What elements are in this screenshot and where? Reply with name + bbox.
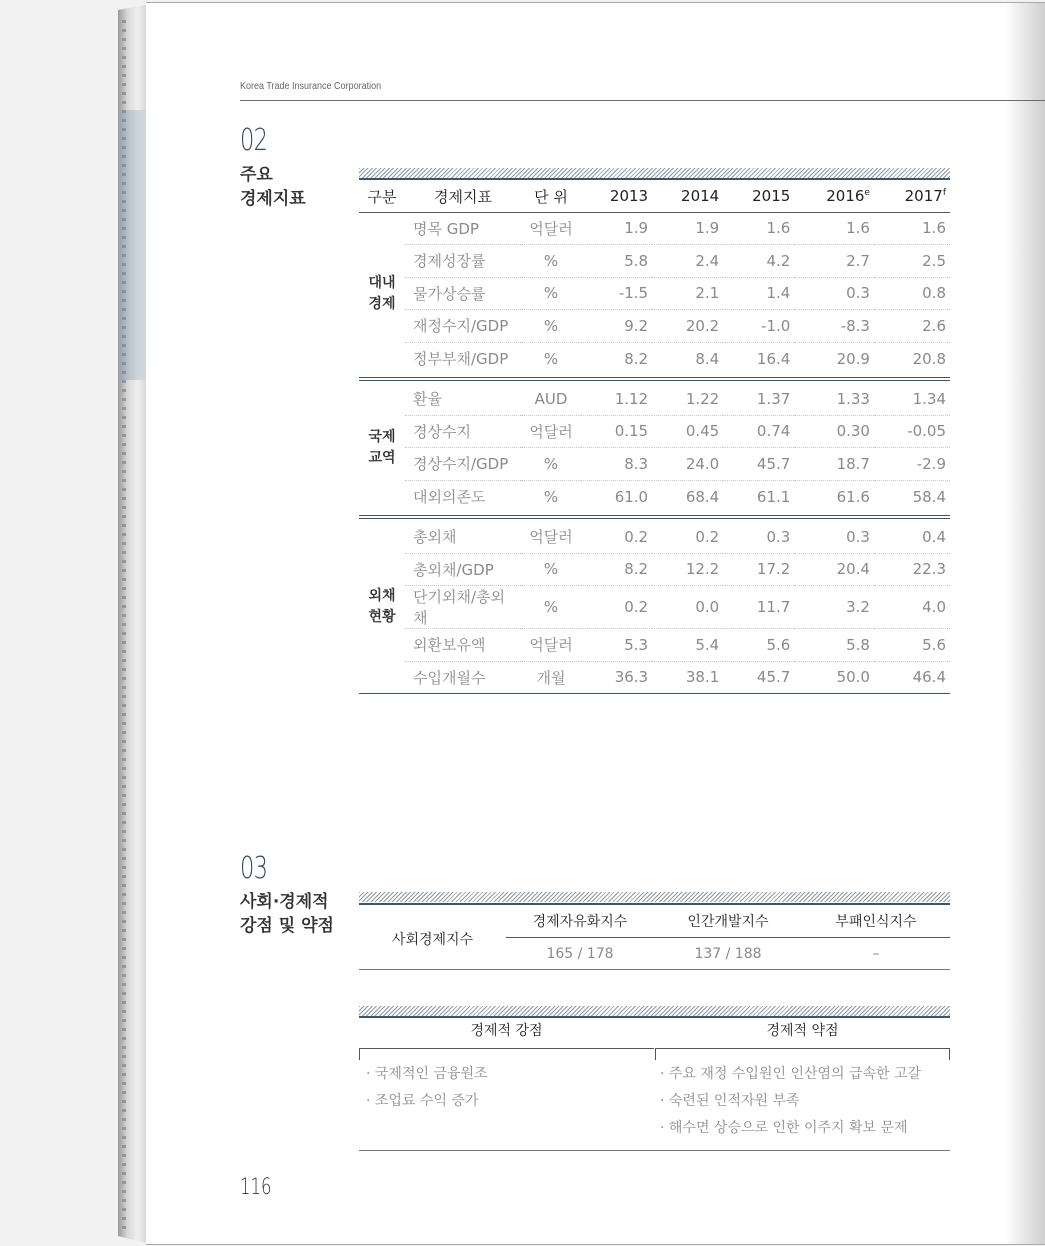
indicator-value: 61.0 bbox=[614, 487, 649, 506]
strengths-list bbox=[366, 1061, 488, 1115]
indicator-value: 5.3 bbox=[581, 629, 652, 662]
table-top-rule bbox=[359, 178, 950, 180]
indicator-value: 5.6 bbox=[874, 629, 950, 662]
indicator-value: 0.15 bbox=[581, 415, 652, 448]
table-top-rule bbox=[359, 903, 950, 905]
table-row bbox=[359, 448, 950, 481]
indicator-name: 대외의존도 bbox=[413, 488, 486, 506]
indicator-unit: 억달러 bbox=[521, 212, 581, 245]
indicator-value: 0.3 bbox=[794, 521, 874, 554]
strengths-bracket bbox=[359, 1048, 654, 1060]
section-title bbox=[240, 890, 334, 938]
indicator-unit: 억달러 bbox=[521, 629, 581, 662]
indicator-value: 20.2 bbox=[652, 310, 723, 343]
indicator-value: 68.4 bbox=[685, 487, 720, 506]
indicator-name: 경상수지 bbox=[405, 415, 521, 448]
indicator-name: 명목 GDP bbox=[405, 212, 521, 245]
indicator-value: 1.4 bbox=[723, 277, 794, 310]
table-row bbox=[359, 586, 950, 629]
col-header-unit: 단 위 bbox=[521, 181, 581, 212]
indicator-unit: % bbox=[543, 349, 559, 368]
indicator-value: -2.9 bbox=[874, 448, 950, 481]
indicator-name: 물가상승률 bbox=[405, 277, 521, 310]
list-item: · 국제적인 금융원조 bbox=[366, 1061, 488, 1088]
list-item: · 주요 재정 수입원인 인산염의 급속한 고갈 bbox=[660, 1061, 921, 1088]
indicator-value: 5.4 bbox=[652, 629, 723, 662]
indicator-value: 2.1 bbox=[652, 277, 723, 310]
strengths-heading: 경제적 강점 bbox=[470, 1023, 543, 1039]
separator-cell bbox=[359, 375, 950, 383]
col-header-2013: 2013 bbox=[581, 181, 652, 212]
index-column bbox=[654, 907, 802, 970]
indicator-value: 1.6 bbox=[874, 212, 950, 245]
table-row bbox=[359, 383, 950, 416]
indicator-value: 45.7 bbox=[756, 668, 791, 687]
indicator-value: 8.2 bbox=[624, 349, 649, 368]
book-page bbox=[146, 2, 1045, 1245]
indicator-value: 16.4 bbox=[756, 349, 791, 368]
table-row bbox=[359, 342, 950, 375]
socio-economic-index-table bbox=[359, 907, 950, 970]
indicator-value: 0.30 bbox=[794, 415, 874, 448]
indicator-value: 0.0 bbox=[652, 586, 723, 629]
group-separator bbox=[359, 513, 950, 521]
indicator-value: 2.4 bbox=[652, 245, 723, 278]
section-number: 02 bbox=[240, 123, 268, 158]
table-row bbox=[359, 553, 950, 586]
indicator-value: 0.2 bbox=[652, 521, 723, 554]
indicator-value: 2.6 bbox=[874, 310, 950, 343]
indicator-unit: % bbox=[521, 553, 581, 586]
indicator-value: 1.6 bbox=[794, 212, 874, 245]
indicator-unit: % bbox=[521, 448, 581, 481]
indicator-value: 24.0 bbox=[652, 448, 723, 481]
index-value: – bbox=[872, 946, 880, 962]
indicator-value: 0.3 bbox=[723, 521, 794, 554]
section-title-line: 사회·경제적 bbox=[240, 892, 329, 912]
indicator-value: 36.3 bbox=[614, 668, 649, 687]
group-label bbox=[359, 521, 405, 694]
list-item: · 조업료 수익 증가 bbox=[366, 1088, 488, 1115]
indicator-unit: % bbox=[543, 487, 559, 506]
page-curl-shadow bbox=[1005, 3, 1045, 1244]
table-bottom-rule bbox=[359, 1150, 950, 1151]
indicator-value: 8.3 bbox=[581, 448, 652, 481]
indicator-name: 외환보유액 bbox=[405, 629, 521, 662]
col-header-2015: 2015 bbox=[723, 181, 794, 212]
indicator-value: 5.6 bbox=[723, 629, 794, 662]
indicator-name: 총외채/GDP bbox=[405, 553, 521, 586]
forecast-mark: f bbox=[942, 188, 946, 199]
table-end bbox=[359, 694, 950, 695]
header-rule bbox=[240, 100, 1045, 101]
indicator-value: 18.7 bbox=[794, 448, 874, 481]
economic-indicators-table bbox=[359, 181, 950, 695]
indicator-value: 2.7 bbox=[794, 245, 874, 278]
section-title-line: 주요 bbox=[240, 165, 273, 185]
indicator-unit: % bbox=[521, 310, 581, 343]
group-label bbox=[359, 212, 405, 375]
index-row-label: 사회경제지수 bbox=[391, 931, 474, 948]
page-number: 116 bbox=[240, 1175, 272, 1200]
table-row bbox=[359, 310, 950, 343]
indicator-value: 1.9 bbox=[652, 212, 723, 245]
weaknesses-bracket bbox=[655, 1048, 950, 1060]
indicator-value: 5.8 bbox=[581, 245, 652, 278]
indicator-value: 1.33 bbox=[794, 383, 874, 416]
indicator-name: 경상수지/GDP bbox=[405, 448, 521, 481]
table-top-rule bbox=[359, 1016, 950, 1018]
estimate-mark: e bbox=[864, 188, 870, 199]
group-separator bbox=[359, 375, 950, 383]
indicator-unit: AUD bbox=[521, 383, 581, 416]
indicator-name: 재정수지/GDP bbox=[405, 310, 521, 343]
index-value: 137 / 188 bbox=[694, 946, 762, 962]
indicator-unit: 억달러 bbox=[521, 521, 581, 554]
indicator-value: 3.2 bbox=[794, 586, 874, 629]
group-label-line: 경제 bbox=[368, 295, 396, 312]
indicator-name: 총외채 bbox=[405, 521, 521, 554]
table-bottom-rule bbox=[359, 969, 950, 970]
section-title-line: 경제지표 bbox=[240, 189, 306, 209]
indicator-value: 0.4 bbox=[874, 521, 950, 554]
list-item: · 숙련된 인적자원 부족 bbox=[660, 1088, 921, 1115]
indicator-value: 45.7 bbox=[723, 448, 794, 481]
indicator-value: 22.3 bbox=[874, 553, 950, 586]
separator-cell bbox=[359, 513, 950, 521]
section-title-line: 강점 및 약점 bbox=[240, 916, 334, 936]
group-label-line: 현황 bbox=[368, 608, 396, 625]
double-rule bbox=[359, 377, 950, 381]
table-hatch-bar bbox=[359, 168, 950, 178]
indicator-value: 8.2 bbox=[581, 553, 652, 586]
running-header: Korea Trade Insurance Corporation bbox=[240, 81, 382, 92]
table-bottom-rule bbox=[359, 694, 950, 695]
indicator-value: 46.4 bbox=[912, 668, 946, 687]
col-header-2014: 2014 bbox=[652, 181, 723, 212]
index-column bbox=[802, 907, 950, 970]
indicator-value: 20.9 bbox=[836, 349, 870, 368]
table-row bbox=[359, 277, 950, 310]
weaknesses-list bbox=[660, 1061, 921, 1142]
spine-stitching bbox=[122, 20, 126, 1230]
indicator-value: 0.2 bbox=[581, 586, 652, 629]
indicator-value: 0.2 bbox=[581, 521, 652, 554]
table-header-row bbox=[359, 181, 950, 212]
indicator-value: 5.8 bbox=[794, 629, 874, 662]
indicator-value: 38.1 bbox=[685, 668, 720, 687]
table-row bbox=[359, 521, 950, 554]
indicator-value: 61.1 bbox=[756, 487, 791, 506]
year-label: 2016 bbox=[826, 187, 865, 206]
indicator-value: 58.4 bbox=[912, 487, 946, 506]
indicator-value: 4.0 bbox=[874, 586, 950, 629]
list-item: · 해수면 상승으로 인한 이주지 확보 문제 bbox=[660, 1115, 921, 1142]
indicator-value: 0.45 bbox=[652, 415, 723, 448]
year-label: 2017 bbox=[904, 187, 943, 206]
indicator-value: 50.0 bbox=[836, 668, 870, 687]
index-value: 165 / 178 bbox=[546, 946, 614, 962]
group-label-line: 외채 bbox=[368, 587, 396, 604]
group-label-line: 대내 bbox=[368, 274, 396, 291]
section-number: 03 bbox=[240, 851, 268, 886]
indicator-value: 0.8 bbox=[874, 277, 950, 310]
indicator-value: 20.4 bbox=[794, 553, 874, 586]
indicator-value: 9.2 bbox=[581, 310, 652, 343]
indicator-name: 경제성장률 bbox=[405, 245, 521, 278]
table-row bbox=[359, 661, 950, 694]
indicator-value: 4.2 bbox=[723, 245, 794, 278]
table-row bbox=[359, 415, 950, 448]
indicator-unit: 억달러 bbox=[521, 415, 581, 448]
col-header-2017 bbox=[874, 181, 950, 212]
indicator-value: 17.2 bbox=[723, 553, 794, 586]
table-row bbox=[359, 480, 950, 513]
table-row bbox=[359, 212, 950, 245]
table-body bbox=[359, 212, 950, 695]
group-label bbox=[359, 383, 405, 513]
indicator-value: 2.5 bbox=[874, 245, 950, 278]
indicator-name: 환율 bbox=[405, 383, 521, 416]
indicator-value: 11.7 bbox=[723, 586, 794, 629]
indicator-value: 0.74 bbox=[723, 415, 794, 448]
index-header: 경제자유화지수 bbox=[506, 907, 654, 938]
indicator-name: 정부부채/GDP bbox=[413, 350, 509, 368]
indicator-value: 20.8 bbox=[912, 349, 946, 368]
indicator-unit: 개월 bbox=[536, 668, 566, 687]
indicator-name: 수입개월수 bbox=[413, 668, 486, 687]
indicator-value: -8.3 bbox=[794, 310, 874, 343]
section-title bbox=[240, 163, 306, 211]
indicator-value: 1.37 bbox=[723, 383, 794, 416]
col-header-2016 bbox=[794, 181, 874, 212]
indicator-value: 1.34 bbox=[874, 383, 950, 416]
double-rule bbox=[359, 515, 950, 519]
indicator-unit: % bbox=[521, 586, 581, 629]
indicator-value: 1.9 bbox=[581, 212, 652, 245]
indicator-value: -1.0 bbox=[723, 310, 794, 343]
table-row bbox=[359, 245, 950, 278]
group-label-line: 교역 bbox=[368, 449, 396, 466]
group-label-line: 국제 bbox=[368, 428, 396, 445]
table-hatch-bar bbox=[359, 892, 950, 902]
weaknesses-heading: 경제적 약점 bbox=[766, 1023, 839, 1039]
col-header-group: 구분 bbox=[359, 181, 405, 212]
indicator-name: 단기외채/총외채 bbox=[405, 586, 521, 629]
indicator-value: 12.2 bbox=[652, 553, 723, 586]
index-column bbox=[506, 907, 654, 970]
indicator-value: -0.05 bbox=[874, 415, 950, 448]
indicator-value: 1.12 bbox=[581, 383, 652, 416]
indicator-value: -1.5 bbox=[581, 277, 652, 310]
indicator-value: 8.4 bbox=[695, 349, 720, 368]
table-hatch-bar bbox=[359, 1006, 950, 1016]
indicator-value: 1.6 bbox=[723, 212, 794, 245]
table-row bbox=[359, 629, 950, 662]
indicator-value: 0.3 bbox=[794, 277, 874, 310]
indicator-value: 61.6 bbox=[836, 487, 870, 506]
indicator-value: 1.22 bbox=[652, 383, 723, 416]
index-header: 인간개발지수 bbox=[654, 907, 802, 938]
indicator-unit: % bbox=[521, 245, 581, 278]
col-header-indicator: 경제지표 bbox=[405, 181, 521, 212]
indicator-unit: % bbox=[521, 277, 581, 310]
index-header: 부패인식지수 bbox=[802, 907, 950, 938]
